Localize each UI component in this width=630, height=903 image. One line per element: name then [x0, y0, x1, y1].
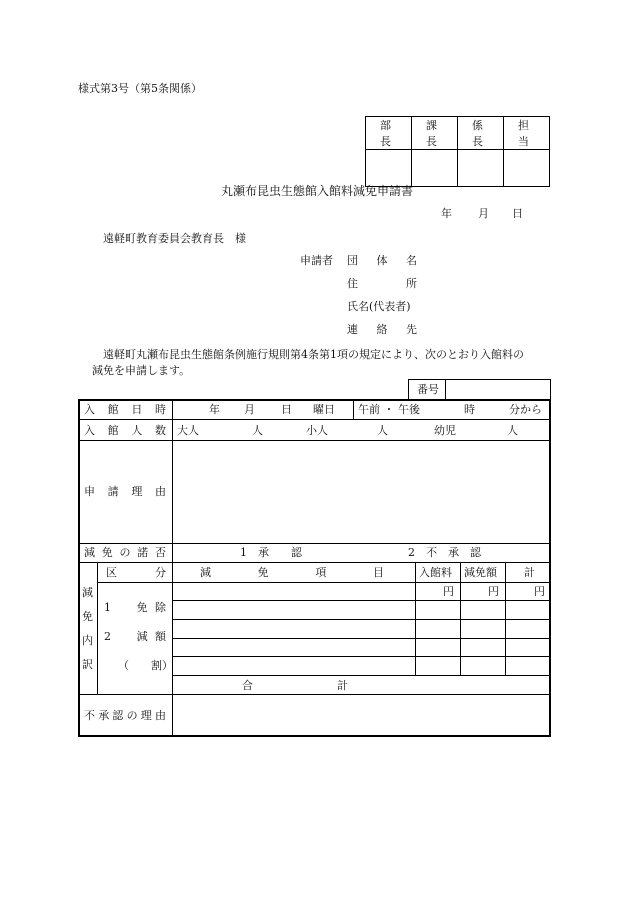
approval-option-reject[interactable]: 2 不 承 認: [408, 546, 481, 559]
sum-label-left: 合: [242, 679, 253, 692]
category-exemption[interactable]: 1 免除: [104, 601, 166, 614]
col-category-header: 区分: [106, 566, 166, 579]
total-yen-unit: 円: [534, 585, 545, 598]
breakdown-side-label-2: 免: [82, 610, 93, 623]
category-ratio: （ 割）: [118, 659, 173, 672]
visit-hour-unit: 時: [464, 403, 475, 416]
stamp-cell-kacho[interactable]: [412, 150, 458, 187]
applicant-address-label: 住所: [347, 277, 417, 290]
stamp-header-bucho: 部 長: [366, 117, 412, 150]
date-day: 日: [512, 207, 523, 220]
breakdown-side-label-1: 減: [82, 586, 93, 599]
col-fee-header: 入館料: [419, 566, 452, 579]
applicant-representative-label: 氏名(代表者): [347, 300, 411, 313]
visit-day-unit: 日: [281, 403, 292, 416]
visitors-child-unit: 人: [377, 424, 388, 437]
body-text-line1: 遠軽町丸瀬布昆虫生態館条例施行規則第4条第1項の規定により、次のとおり入館料の: [103, 348, 524, 361]
visit-ampm[interactable]: 午前 ・ 午後: [358, 403, 420, 416]
sum-label-right: 計: [337, 679, 348, 692]
number-label: 番号: [417, 383, 439, 396]
approval-label: 減免の諾否: [84, 546, 166, 559]
date-month: 月: [478, 207, 489, 220]
stamp-header-tanto: 担 当: [504, 117, 550, 150]
stamp-header-kakaricho: 係 長: [458, 117, 504, 150]
visitors-child-label: 小人: [306, 424, 328, 437]
addressee: 遠軽町教育委員会教育長 様: [103, 232, 246, 245]
visit-year-unit: 年: [209, 403, 220, 416]
visitors-adult-label: 大人: [177, 424, 199, 437]
visitors-label: 入館人数: [84, 424, 166, 437]
visit-from-unit: 分から: [509, 403, 542, 416]
visitors-adult-unit: 人: [252, 424, 263, 437]
visitors-infant-label: 幼児: [434, 424, 456, 437]
form-number: 様式第3号（第5条関係）: [78, 82, 202, 95]
category-reduction[interactable]: 2 減額: [104, 630, 166, 643]
fee-yen-unit: 円: [443, 585, 454, 598]
stamp-cell-tanto[interactable]: [504, 150, 550, 187]
reason-field[interactable]: [173, 441, 550, 543]
approval-option-approve[interactable]: 1 承 認: [240, 546, 302, 559]
visit-month-unit: 月: [244, 403, 255, 416]
form-title: 丸瀬布昆虫生態館入館料減免申請書: [221, 184, 414, 198]
rejection-reason-field[interactable]: [173, 695, 549, 735]
approval-stamp-box: [365, 116, 550, 187]
col-item-header: 減免項目: [200, 566, 384, 579]
stamp-cell-kakaricho[interactable]: [458, 150, 504, 187]
reason-label: 申請理由: [84, 485, 166, 498]
breakdown-side-label-3: 内: [82, 634, 93, 647]
col-total-header: 計: [524, 566, 535, 579]
applicant-contact-label: 連絡先: [347, 323, 417, 336]
number-box: [408, 379, 551, 401]
col-discount-header: 減免額: [464, 566, 497, 579]
stamp-cell-bucho[interactable]: [366, 150, 412, 187]
breakdown-side-label-4: 訳: [82, 658, 93, 671]
stamp-header-kacho: 課 長: [412, 117, 458, 150]
body-text-line2: 減免を申請します。: [92, 364, 191, 377]
applicant-group-name-label: 団体名: [347, 254, 417, 267]
visit-weekday-unit: 曜日: [313, 403, 335, 416]
date-year: 年: [441, 207, 452, 220]
visit-datetime-label: 入館日時: [84, 403, 166, 416]
visitors-infant-unit: 人: [507, 424, 518, 437]
applicant-label: 申請者: [300, 254, 333, 267]
discount-yen-unit: 円: [488, 585, 499, 598]
number-field[interactable]: [446, 380, 550, 401]
rejection-reason-label: 不承認の理由: [84, 709, 166, 722]
